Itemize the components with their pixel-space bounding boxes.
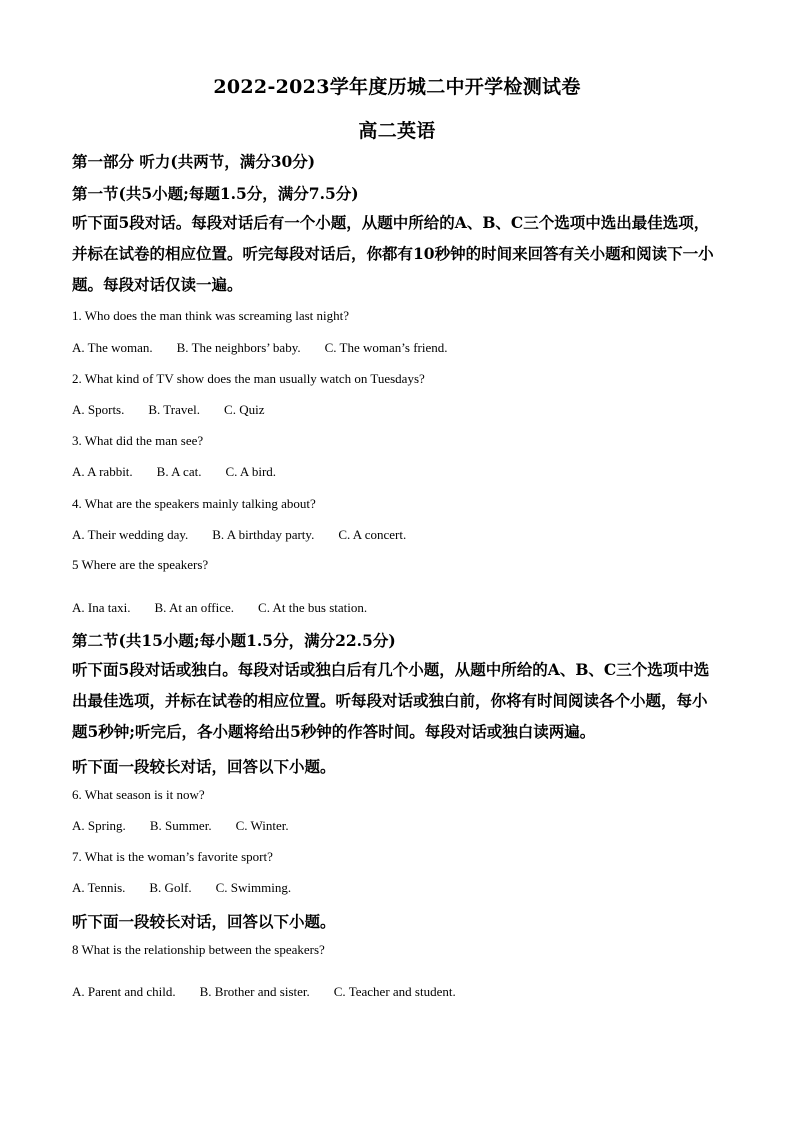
option-b: B. A birthday party.	[212, 527, 315, 542]
option-b: B. Golf.	[149, 880, 192, 895]
option-a: A. Sports.	[72, 402, 125, 417]
question-6: 6. What season is it now?	[72, 787, 205, 802]
option-b: B. Brother and sister.	[199, 984, 310, 999]
question-5-options	[72, 600, 391, 616]
section-one-instruction: 听下面5段对话。每段对话后有一个小题，从题中所给的A、B、C三个选项中选出最佳选项，并标在试卷的相应位置。听完每段对话后，你都有10秒钟的时间来回答有关小题和阅读下一小题。每段对话仅读一遍。	[72, 213, 714, 294]
option-c: C. The woman’s friend.	[324, 340, 448, 355]
question-2: 2. What kind of TV show does the man usually watch on Tuesdays?	[72, 371, 425, 386]
option-a: A. Parent and child.	[72, 984, 176, 999]
section-one-heading: 第一节(共5小题;每题1.5分，满分7.5分)	[72, 184, 359, 203]
question-7-options	[72, 880, 315, 896]
dialogue-prompt: 听下面一段较长对话，回答以下小题。	[72, 757, 336, 776]
option-a: A. A rabbit.	[72, 464, 133, 479]
option-a: A. The woman.	[72, 340, 153, 355]
question-3-options	[72, 464, 300, 480]
option-a: A. Spring.	[72, 818, 126, 833]
option-c: C. A concert.	[338, 527, 407, 542]
question-5: 5 Where are the speakers?	[72, 557, 209, 572]
option-a: A. Tennis.	[72, 880, 126, 895]
part-one-heading: 第一部分 听力(共两节，满分30分)	[72, 152, 316, 171]
question-1-options	[72, 340, 472, 356]
option-b: B. Summer.	[149, 818, 212, 833]
question-4-options	[72, 527, 430, 543]
question-6-options	[72, 818, 313, 834]
question-8: 8 What is the relationship between the speakers?	[72, 942, 325, 957]
question-7: 7. What is the woman’s favorite sport?	[72, 849, 273, 864]
option-c: C. A bird.	[225, 464, 277, 479]
option-b: B. Travel.	[148, 402, 201, 417]
question-1: 1. Who does the man think was screaming last night?	[72, 308, 350, 323]
option-c: C. Teacher and student.	[333, 984, 456, 999]
section-two-instruction: 听下面5段对话或独白。每段对话或独白后有几个小题，从题中所给的A、B、C三个选项中选出最佳选项，并标在试卷的相应位置。听每段对话或独白前，你将有时间阅读各个小题，每小题5秒钟;听完后，各小题将给出5秒钟的作答时间。每段对话或独白读两遍。	[72, 660, 710, 741]
question-3: 3. What did the man see?	[72, 433, 204, 448]
option-a: A. Ina taxi.	[72, 600, 131, 615]
question-2-options	[72, 402, 288, 418]
option-a: A. Their wedding day.	[72, 527, 189, 542]
option-b: B. The neighbors’ baby.	[176, 340, 301, 355]
option-b: B. A cat.	[156, 464, 202, 479]
exam-subtitle: 高二英语	[358, 120, 436, 142]
option-c: C. Swimming.	[215, 880, 292, 895]
option-c: C. Quiz	[224, 402, 265, 417]
option-c: C. At the bus station.	[258, 600, 368, 615]
question-4: 4. What are the speakers mainly talking about?	[72, 496, 316, 511]
dialogue-prompt: 听下面一段较长对话，回答以下小题。	[72, 912, 336, 931]
exam-title: 2022-2023学年度历城二中开学检测试卷	[213, 76, 581, 98]
option-c: C. Winter.	[235, 818, 289, 833]
option-b: B. At an office.	[154, 600, 235, 615]
question-8-options	[72, 984, 480, 1000]
section-two-heading: 第二节(共15小题;每小题1.5分，满分22.5分)	[72, 631, 396, 650]
